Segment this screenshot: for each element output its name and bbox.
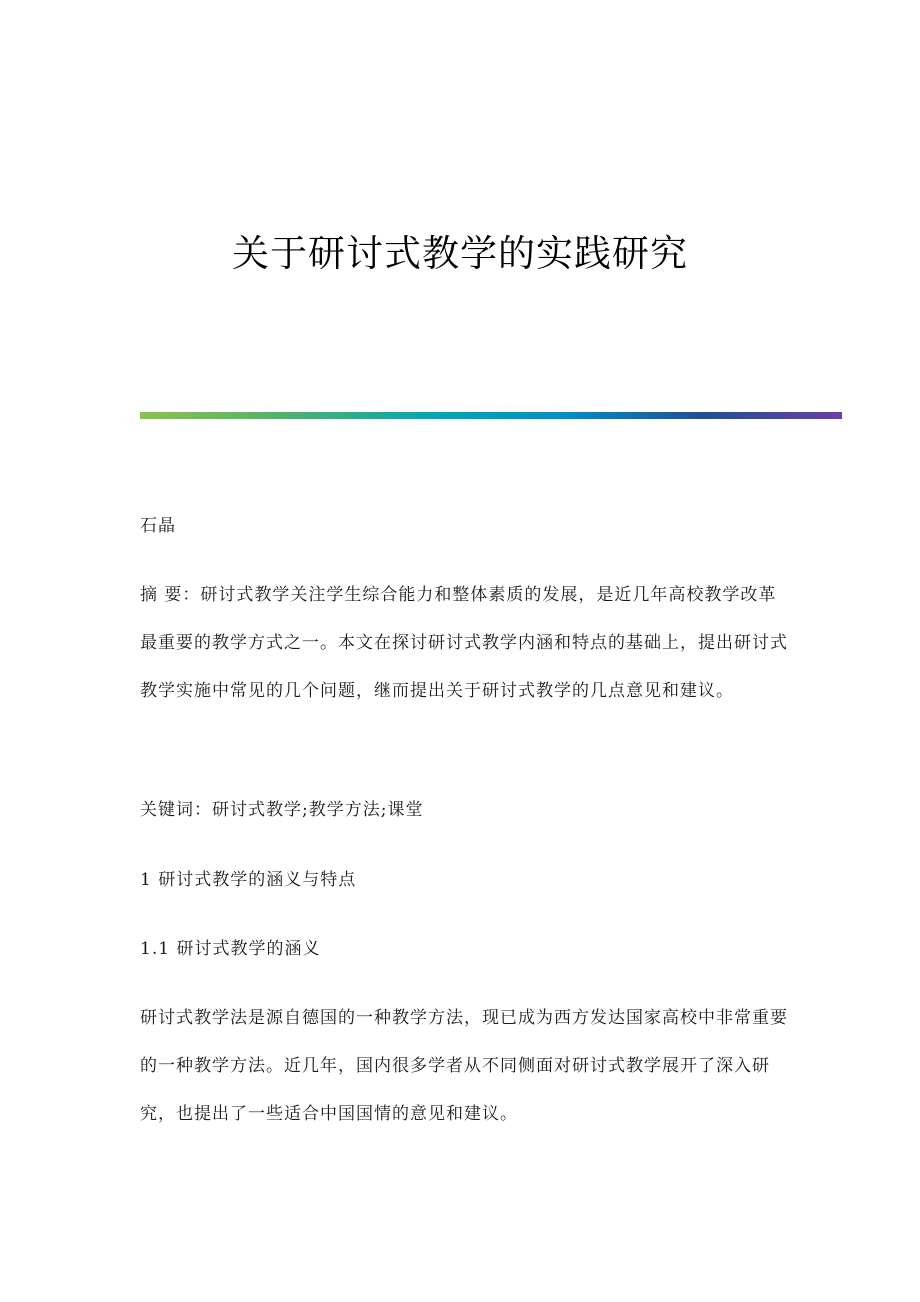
- keywords-line: 关键词：研讨式教学;教学方法;课堂: [140, 800, 424, 820]
- abstract-paragraph: 摘 要：研讨式教学关注学生综合能力和整体素质的发展，是近几年高校教学改革最重要的教学方式之一。本文在探讨研讨式教学内涵和特点的基础上，提出研讨式教学实施中常见的几个问题，继而提出关于研讨式教学的几点意见和建议。: [140, 585, 788, 701]
- body-paragraph: 研讨式教学法是源自德国的一种教学方法，现已成为西方发达国家高校中非常重要的一种教学方法。近几年，国内很多学者从不同侧面对研讨式教学展开了深入研究，也提出了一些适合中国国情的意见和建议。: [140, 1008, 788, 1124]
- document-title: 关于研讨式教学的实践研究: [232, 232, 688, 275]
- author-name: 石晶: [140, 516, 176, 536]
- gradient-divider: [140, 412, 842, 419]
- section-heading: 1 研讨式教学的涵义与特点: [140, 870, 357, 890]
- subsection-heading: 1.1 研讨式教学的涵义: [140, 939, 321, 959]
